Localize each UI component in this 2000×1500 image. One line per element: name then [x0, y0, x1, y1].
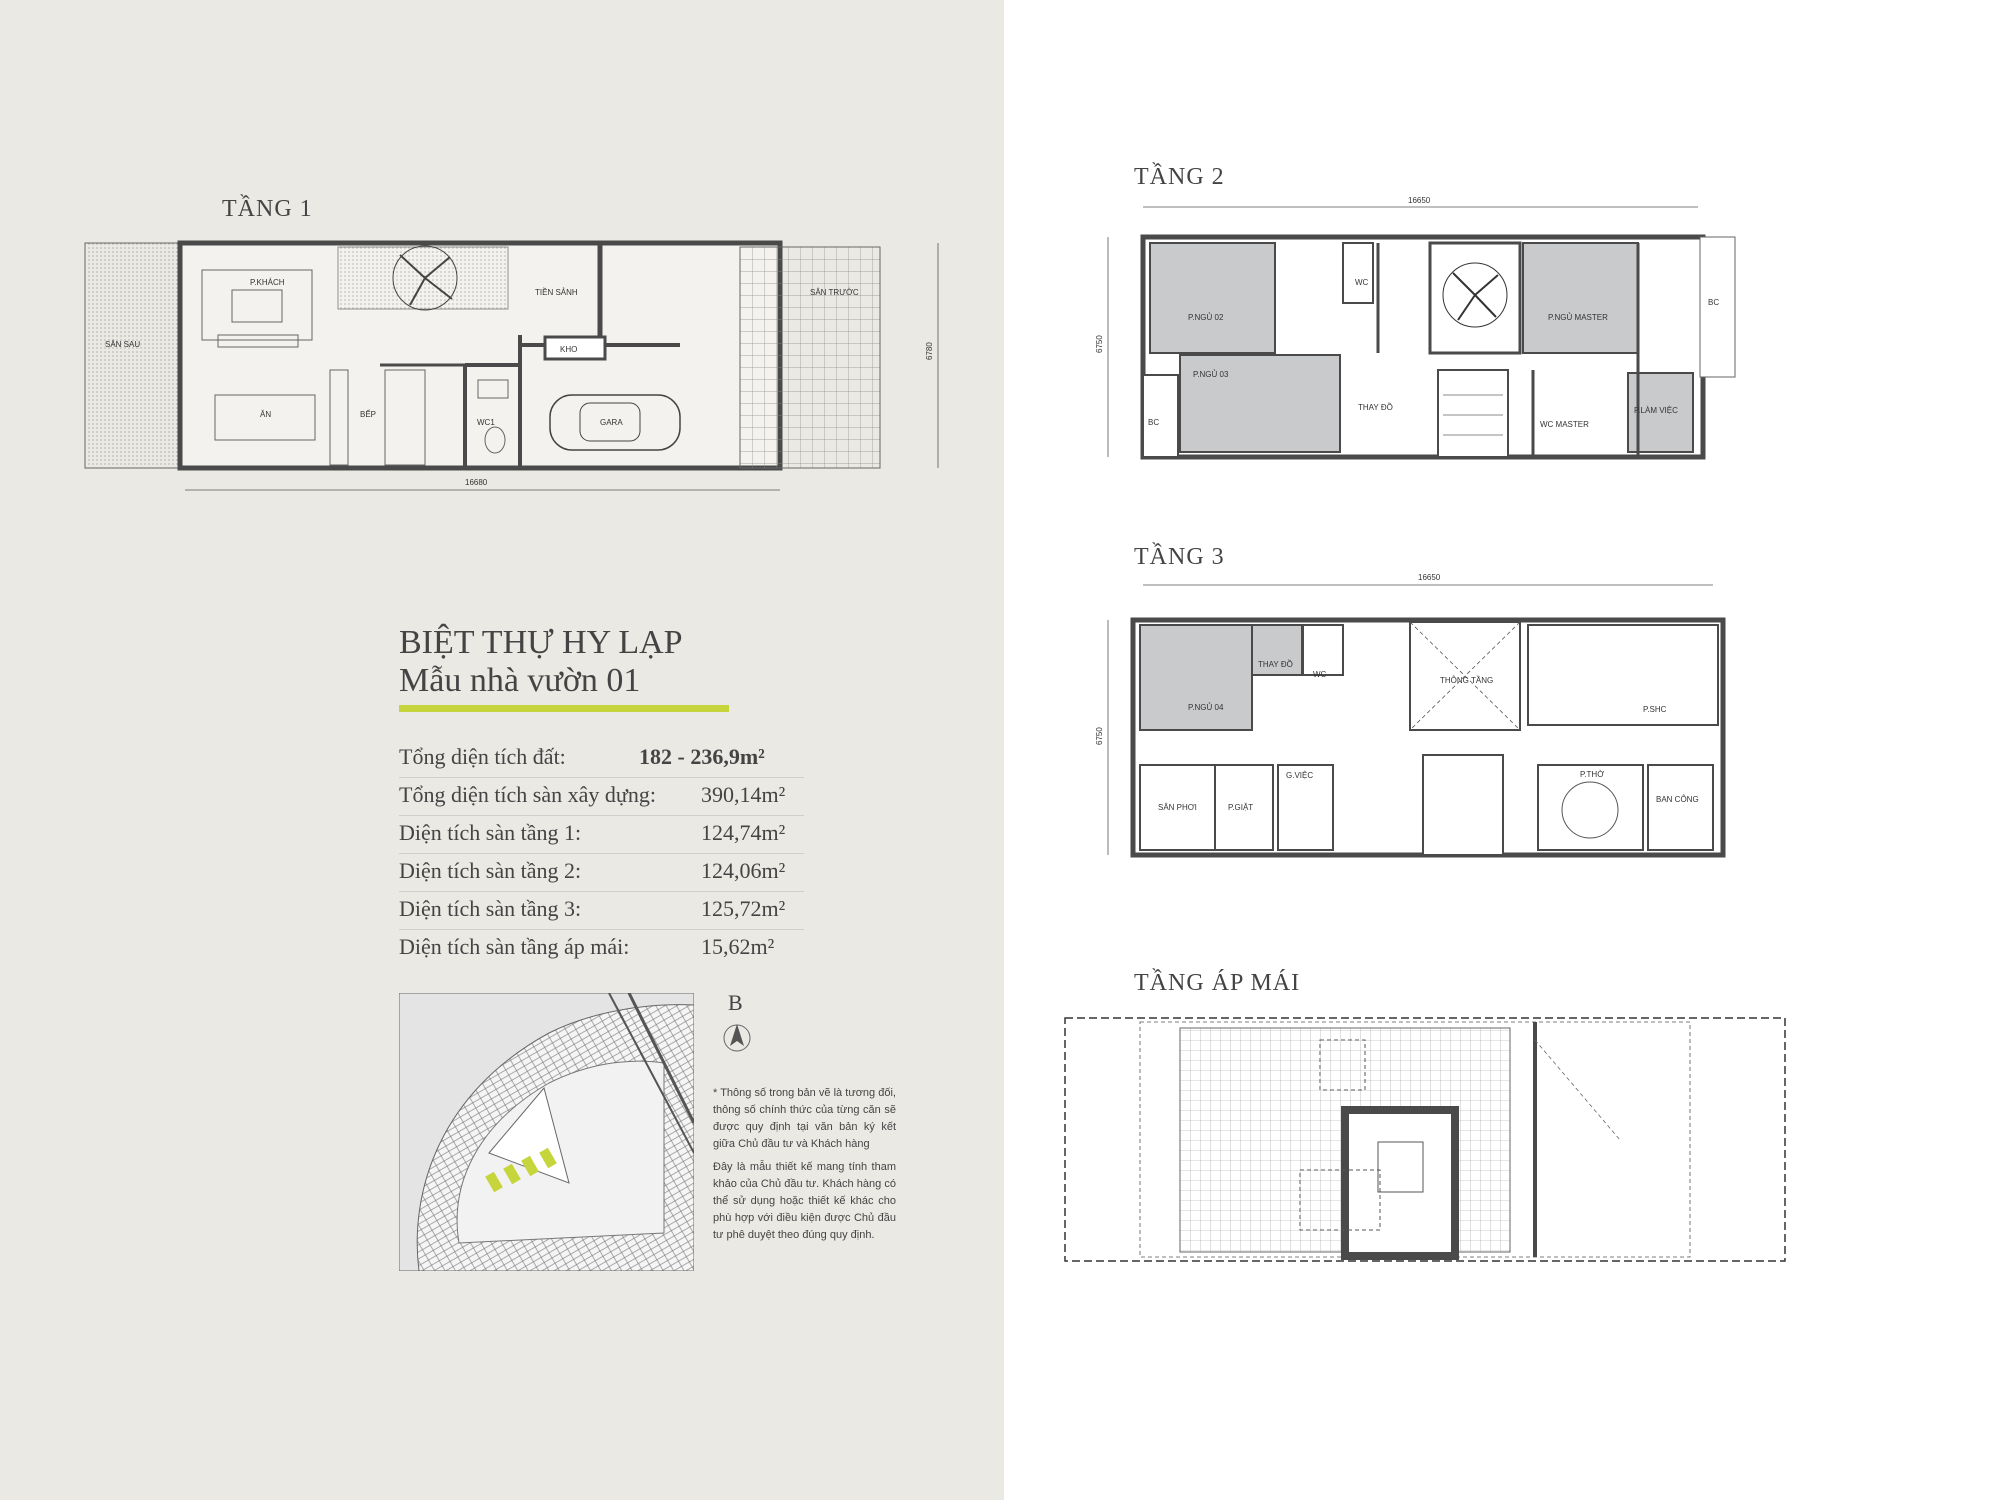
floor-3-title: TẦNG 3 [1134, 544, 1225, 570]
room-label-wc-master: WC MASTER [1540, 420, 1589, 429]
spec-row [399, 816, 804, 854]
room-label-bc-right: BC [1708, 298, 1720, 307]
room-label-bc-left: BC [1148, 418, 1160, 427]
floor-3-plan [1088, 570, 1788, 860]
floor-3-height-dim: 6750 [1095, 727, 1104, 745]
accent-bar [399, 705, 729, 712]
spec-row [399, 854, 804, 892]
spec-row [399, 740, 804, 778]
room-label-thay-do: THAY ĐỒ [1358, 403, 1393, 412]
spec-value: 124,74m² [701, 820, 786, 845]
note-1: * Thông số trong bản vẽ là tương đối, thông số chính thức của từng căn sẽ được quy định tại văn bản ký kết giữa Chủ đầu tư và Khách hàng [713, 1087, 896, 1150]
room-label-shc: P.SHC [1643, 705, 1667, 714]
spec-value: 182 - 236,9m² [639, 744, 765, 769]
room-label-san-phoi: SÂN PHƠI [1158, 803, 1197, 812]
floor-1-plan [80, 235, 960, 505]
spec-label: Tổng diện tích sàn xây dựng: [399, 782, 656, 807]
room-label-g-viec: G.VIỆC [1286, 771, 1314, 780]
room-label-san-sau: SÂN SAU [105, 340, 141, 349]
floor-3-width-dim: 16650 [1418, 573, 1441, 582]
page-subtitle: Mẫu nhà vườn 01 [399, 662, 641, 699]
floor-2-height-dim: 6750 [1095, 335, 1104, 353]
room-label-ngu04: P.NGỦ 04 [1188, 703, 1224, 712]
spec-label: Diện tích sàn tầng 2: [399, 858, 582, 883]
spec-list [399, 740, 804, 967]
room-label-thay-do: THAY ĐỒ [1258, 660, 1293, 669]
floor-4-title: TẦNG ÁP MÁI [1134, 970, 1301, 996]
room-label-an: ĂN [260, 410, 272, 419]
spec-value: 15,62m² [701, 934, 775, 959]
room-label-wc1: WC1 [477, 418, 495, 427]
north-arrow-icon [722, 1022, 752, 1054]
spec-value: 125,72m² [701, 896, 786, 921]
room-label-khach: P.KHÁCH [250, 278, 285, 287]
compass-letter: B [728, 990, 743, 1015]
spec-label: Diện tích sàn tầng áp mái: [399, 934, 630, 959]
floor-1-title: TẦNG 1 [222, 196, 313, 222]
site-map [399, 993, 694, 1271]
note-2: Đây là mẫu thiết kế mang tính tham khảo của Chủ đầu tư. Khách hàng có thể sử dụng hoặc thiết kế khác cho phù hợp với điều kiện được Chủ đầu tư phê duyệt theo đúng quy định. [713, 1161, 896, 1241]
room-label-lam-viec: P.LÀM VIỆC [1634, 406, 1678, 415]
room-label-ban-cong: BAN CÔNG [1656, 795, 1699, 804]
compass [722, 990, 752, 1060]
spec-row [399, 892, 804, 930]
room-label-wc: WC [1313, 670, 1327, 679]
spec-label: Tổng diện tích đất: [399, 744, 566, 769]
room-label-ngu-master: P.NGỦ MASTER [1548, 313, 1608, 322]
spec-label: Diện tích sàn tầng 1: [399, 820, 582, 845]
floor-2-title: TẦNG 2 [1134, 164, 1225, 190]
spec-value: 390,14m² [701, 782, 786, 807]
room-label-wc: WC [1355, 278, 1369, 287]
room-label-thong-tang: THÔNG TẦNG [1440, 676, 1494, 685]
spec-value: 124,06m² [701, 858, 786, 883]
room-label-tien-sanh: TIỀN SẢNH [535, 288, 578, 297]
spec-label: Diện tích sàn tầng 3: [399, 896, 582, 921]
room-label-bep: BẾP [360, 410, 377, 419]
floor-1-height-dim: 6780 [925, 342, 934, 360]
room-label-tho: P.THỜ [1580, 770, 1605, 779]
floor-2-plan [1088, 195, 1788, 470]
floor-1-width-dim: 16680 [465, 478, 488, 487]
room-label-ngu03: P.NGỦ 03 [1193, 370, 1229, 379]
room-label-gara: GARA [600, 418, 623, 427]
room-label-giat: P.GIẶT [1228, 803, 1254, 812]
spec-row [399, 930, 804, 967]
room-label-ngu02: P.NGỦ 02 [1188, 313, 1224, 322]
spec-row [399, 778, 804, 816]
notes [713, 1085, 896, 1250]
room-label-san-truoc: SÂN TRƯỚC [810, 288, 859, 297]
floor-4-plan [1060, 1010, 1790, 1270]
page-title: BIỆT THỰ HY LẠP [399, 624, 683, 661]
room-label-kho: KHO [560, 345, 578, 354]
floor-2-width-dim: 16650 [1408, 196, 1431, 205]
